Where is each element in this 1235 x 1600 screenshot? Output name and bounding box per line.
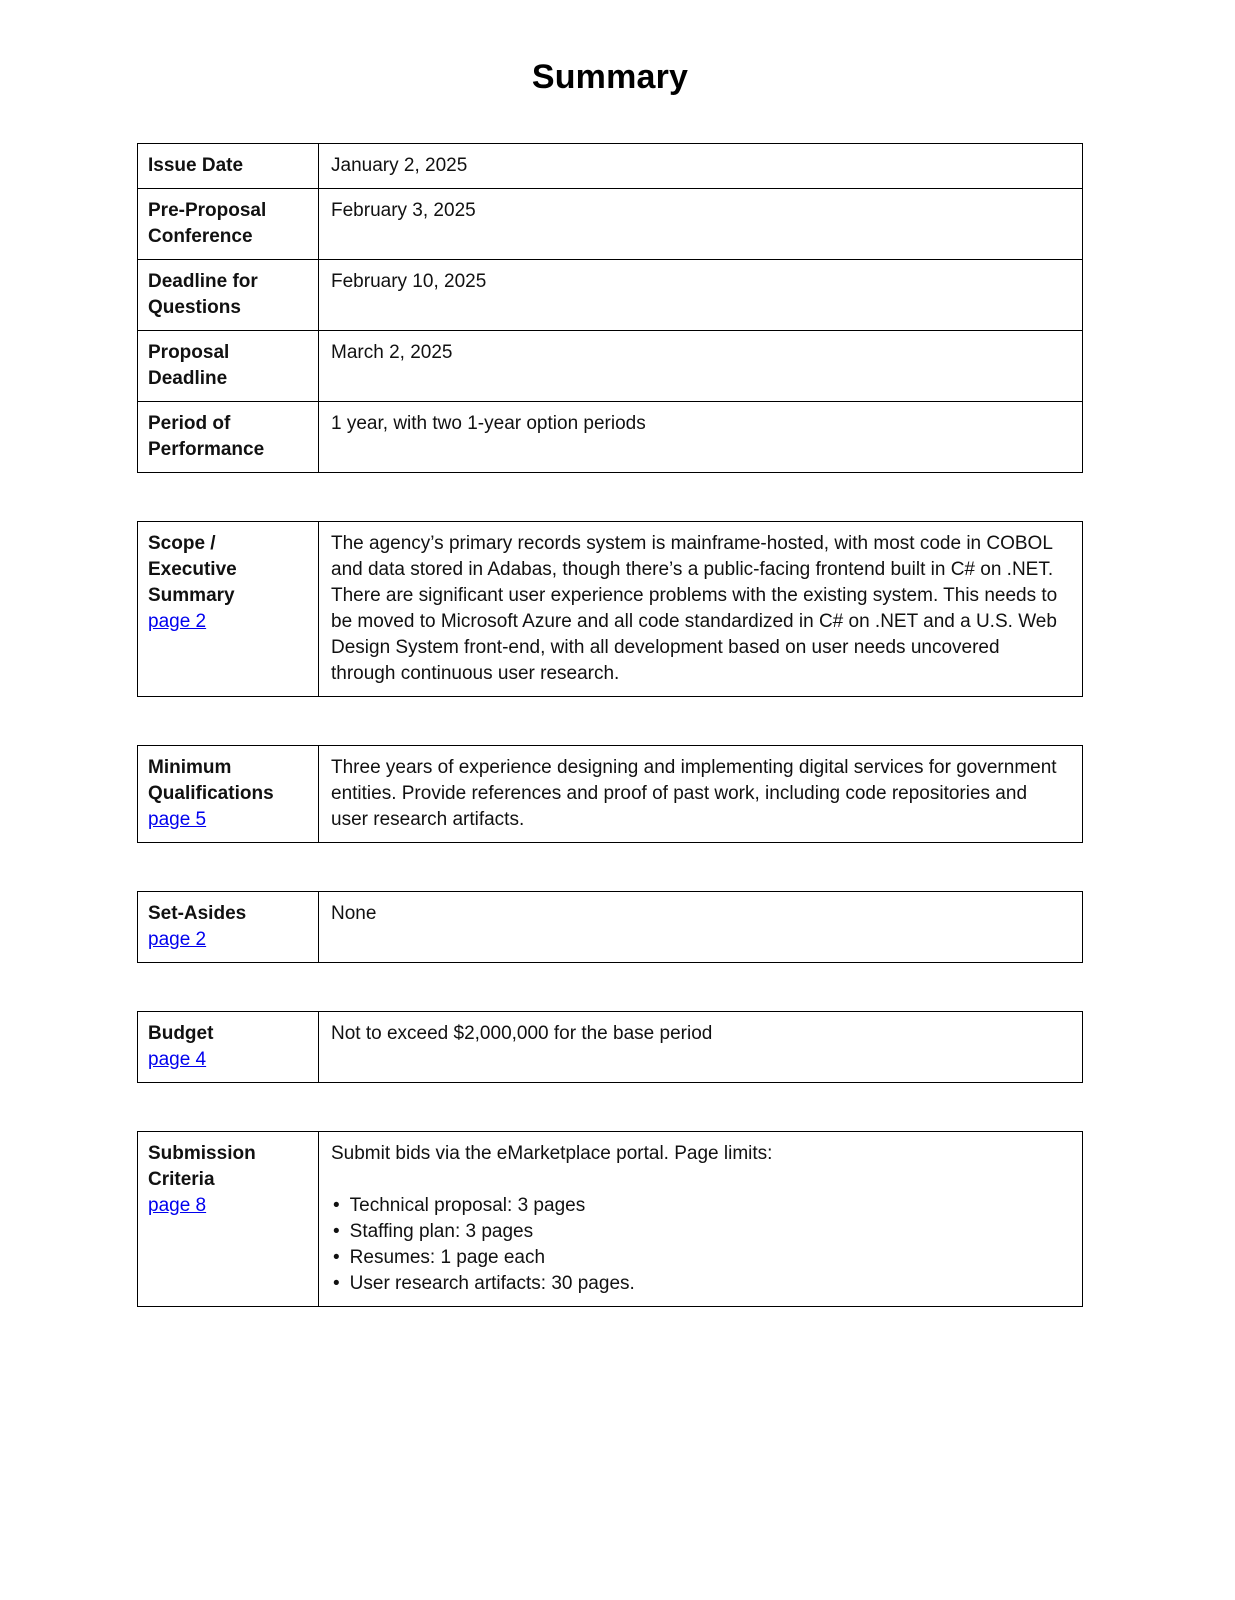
section-label-cell	[138, 522, 319, 697]
page-link[interactable]: page 8	[148, 1195, 207, 1216]
row-label-proposal-deadline: Proposal Deadline	[138, 331, 319, 402]
section-label: Budget	[148, 1023, 214, 1044]
bullet-item: • User research artifacts: 30 pages.	[333, 1271, 1066, 1297]
bullet-list	[331, 1193, 1066, 1297]
row-value-pre-proposal-conference: February 3, 2025	[319, 189, 1083, 260]
section-label: Scope / Executive Summary	[148, 533, 237, 606]
table-row	[138, 189, 1083, 260]
bullet-item: • Resumes: 1 page each	[333, 1245, 1066, 1271]
table-row	[138, 260, 1083, 331]
section-table-submission-criteria	[137, 1131, 1083, 1307]
page-link[interactable]: page 2	[148, 929, 207, 950]
section-body-cell	[319, 522, 1083, 697]
table-row	[138, 746, 1083, 843]
key-dates-table	[137, 143, 1083, 473]
table-row	[138, 144, 1083, 189]
section-label: Set-Asides	[148, 903, 247, 924]
section-table-scope-executive-summary	[137, 521, 1083, 697]
section-label-cell	[138, 1012, 319, 1083]
section-body: None	[331, 903, 377, 924]
section-label-cell	[138, 1132, 319, 1307]
bullet-item: • Staffing plan: 3 pages	[333, 1219, 1066, 1245]
section-table-set-asides	[137, 891, 1083, 963]
section-label-cell	[138, 746, 319, 843]
table-row	[138, 522, 1083, 697]
section-body: The agency’s primary records system is mainframe-hosted, with most code in COBOL and data stored in Adabas, though there’s a public-facing frontend built in C# on .NET. There are significant user experience problems with the existing system. This needs to be moved to Microsoft Azure and all code standardized in C# on .NET and a U.S. Web Design System front-end, with all development based on user needs uncovered through continuous user research.	[331, 533, 1058, 684]
table-row	[138, 1132, 1083, 1307]
bullet-item: • Technical proposal: 3 pages	[333, 1193, 1066, 1219]
section-body-cell	[319, 746, 1083, 843]
section-label-cell	[138, 892, 319, 963]
section-label: Submission Criteria	[148, 1143, 256, 1190]
row-label-pre-proposal-conference: Pre-Proposal Conference	[138, 189, 319, 260]
section-body-cell	[319, 1012, 1083, 1083]
table-row	[138, 402, 1083, 473]
section-body: Not to exceed $2,000,000 for the base period	[331, 1023, 713, 1044]
page-link[interactable]: page 2	[148, 611, 207, 632]
row-label-period-of-performance: Period of Performance	[138, 402, 319, 473]
table-row	[138, 892, 1083, 963]
section-body: Submit bids via the eMarketplace portal. Page limits:	[331, 1143, 773, 1164]
row-value-period-of-performance: 1 year, with two 1-year option periods	[319, 402, 1083, 473]
row-value-proposal-deadline: March 2, 2025	[319, 331, 1083, 402]
section-body-cell	[319, 1132, 1083, 1307]
section-label: Minimum Qualifications	[148, 757, 274, 804]
section-table-budget	[137, 1011, 1083, 1083]
row-value-deadline-for-questions: February 10, 2025	[319, 260, 1083, 331]
page-title: Summary	[531, 58, 689, 96]
section-table-minimum-qualifications	[137, 745, 1083, 843]
row-value-issue-date: January 2, 2025	[319, 144, 1083, 189]
page-link[interactable]: page 4	[148, 1049, 207, 1070]
table-row	[138, 1012, 1083, 1083]
section-body: Three years of experience designing and implementing digital services for government entities. Provide references and proof of past work, including code repositories and user research artifacts.	[331, 757, 1057, 830]
table-row	[138, 331, 1083, 402]
row-label-deadline-for-questions: Deadline for Questions	[138, 260, 319, 331]
page-link[interactable]: page 5	[148, 809, 207, 830]
document-page	[137, 0, 1083, 1427]
section-body-cell	[319, 892, 1083, 963]
row-label-issue-date: Issue Date	[138, 144, 319, 189]
